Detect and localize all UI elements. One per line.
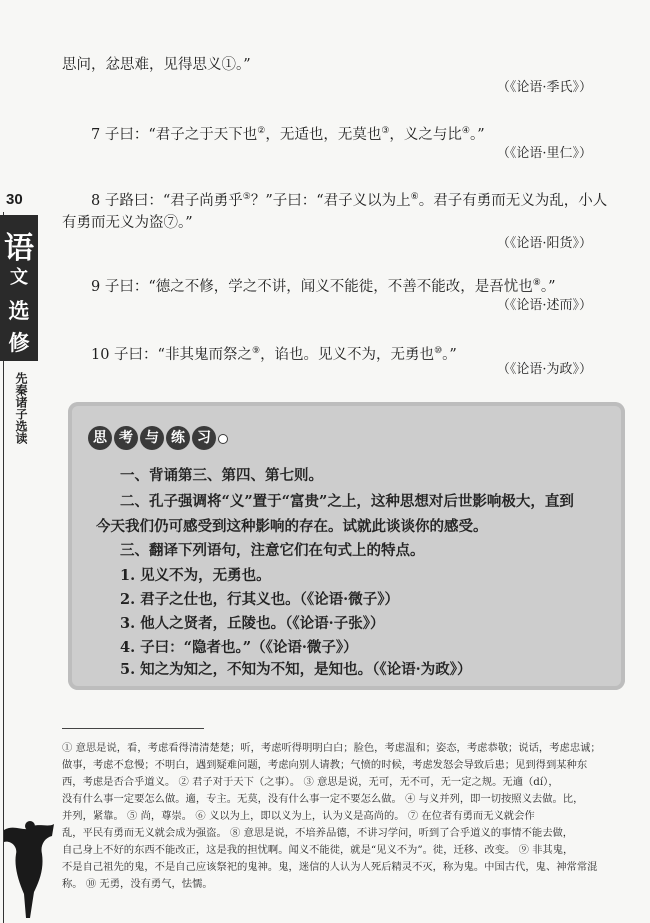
exercise-line: 2. 君子之仕也，行其义也。（《论语·微子》） bbox=[120, 591, 399, 608]
page-number: 30 bbox=[6, 191, 23, 208]
note-ref: ④ bbox=[461, 126, 470, 136]
side-title: 先秦诸子选读 bbox=[14, 372, 28, 444]
title-char: 与 bbox=[140, 426, 164, 450]
footnote-line: 西，考虑是否合乎道义。 ② 君子对于天下（之事）。 ③ 意思是说，无可，无不可，无一定之规。无適（dí）， bbox=[62, 776, 559, 788]
footnote-line: ① 意思是说，看，考虑看得清清楚楚；听，考虑听得明明白白；脸色，考虑温和；姿态，考虑恭敬；说话，考虑忠诚； bbox=[62, 742, 601, 754]
title-char: 练 bbox=[166, 426, 190, 450]
note-ref: ⑨ bbox=[251, 346, 261, 356]
note-ref: ⑥ bbox=[410, 192, 419, 202]
exercise-line: 今天我们仍可感受到这种影响的存在。试就此谈谈你的感受。 bbox=[96, 518, 488, 535]
note-ref: ⑩ bbox=[434, 346, 443, 356]
passage-10: 10 子曰：“非其鬼而祭之⑨，谄也。见义不为，无勇也⑩。” bbox=[91, 346, 457, 363]
book-tab-char: 选 bbox=[8, 298, 30, 323]
passage-7: 7 子曰：“君子之于天下也②，无适也，无莫也③，义之与比④。” bbox=[91, 126, 485, 143]
footnote-line: 并列，紧靠。 ⑤ 尚，尊崇。 ⑥ 义以为上，即以义为上，认为义是高尚的。 ⑦ 在位者有勇而无义就会作 bbox=[62, 810, 535, 822]
footnote-line: 不是自己祖先的鬼，不是自己应该祭祀的鬼神。鬼，迷信的人认为人死后精灵不灭，称为鬼。中国古代，鬼、神常常混 bbox=[62, 861, 598, 873]
passage-6-tail: 思问，忿思难，见得思义①。” bbox=[62, 57, 251, 73]
note-ref: ⑤ bbox=[242, 192, 251, 202]
book-tab-char: 语 bbox=[4, 231, 34, 266]
passage-8-line2: 有勇而无义为盗⑦。” bbox=[62, 215, 193, 231]
footnote-rule bbox=[62, 728, 204, 729]
source-8: （《论语·阳货》） bbox=[496, 236, 592, 251]
ink-figure-icon bbox=[0, 818, 60, 923]
source-7: （《论语·里仁》） bbox=[496, 146, 592, 161]
exercise-line: 4. 子曰：“隐者也。”（《论语·微子》） bbox=[120, 639, 358, 656]
footnote-line: 称。 ⑩ 无勇，没有勇气，怯懦。 bbox=[62, 878, 213, 890]
footnote-line: 乱，平民有勇而无义就会成为强盗。 ⑧ 意思是说，不培养品德，不讲习学问，听到了合乎道义的事情不能去做， bbox=[62, 827, 574, 839]
book-tab bbox=[0, 215, 38, 361]
exercise-line: 一、背诵第三、第四、第七则。 bbox=[120, 467, 323, 484]
book-tab-char: 文 bbox=[10, 267, 28, 288]
exercise-line: 1. 见义不为，无勇也。 bbox=[120, 567, 271, 584]
book-tab-char: 修 bbox=[8, 330, 30, 355]
exercise-line: 二、孔子强调将“义”置于“富贵”之上，这种思想对后世影响极大，直到 bbox=[120, 493, 574, 510]
exercise-line: 5. 知之为知之，不知为不知，是知也。（《论语·为政》） bbox=[120, 661, 472, 678]
source-9: （《论语·述而》） bbox=[496, 298, 592, 313]
exercise-line: 3. 他人之贤者，丘陵也。（《论语·子张》） bbox=[120, 615, 385, 632]
exercise-line: 三、翻译下列语句，注意它们在句式上的特点。 bbox=[120, 542, 425, 559]
title-char: 思 bbox=[88, 426, 112, 450]
title-char: 习 bbox=[192, 426, 216, 450]
source-6: （《论语·季氏》） bbox=[496, 80, 592, 95]
footnote-line: 没有什么事一定要怎么做。適，专主。无莫，没有什么事一定不要怎么做。 ④ 与义并列，即一切按照义去做。比， bbox=[62, 793, 584, 805]
title-char: 考 bbox=[114, 426, 138, 450]
passage-9: 9 子曰：“德之不修，学之不讲，闻义不能徙，不善不能改，是吾忧也⑧。” bbox=[91, 278, 556, 295]
source-10: （《论语·为政》） bbox=[496, 362, 592, 377]
exercise-box bbox=[68, 402, 625, 690]
footnote-line: 自己身上不好的东西不能改正，这是我的担忧啊。闻义不能徙，就是“见义不为”。徙，迁移、改变。 ⑨ 非其鬼， bbox=[62, 844, 574, 856]
note-ref: ② bbox=[257, 126, 266, 136]
note-ref: ⑧ bbox=[532, 278, 541, 288]
passage-8: 8 子路曰：“君子尚勇乎⑤？”子曰：“君子义以为上⑥。君子有勇而无义为乱，小人 bbox=[91, 192, 608, 209]
note-ref: ③ bbox=[381, 126, 390, 136]
footnote-line: 做事，考虑不怠慢；不明白，遇到疑难问题，考虑向别人请教；气愤的时候，考虑发怒会导致后患；见到得到某种东 bbox=[62, 759, 588, 771]
title-dot-icon bbox=[218, 434, 228, 444]
exercise-title bbox=[88, 426, 228, 450]
